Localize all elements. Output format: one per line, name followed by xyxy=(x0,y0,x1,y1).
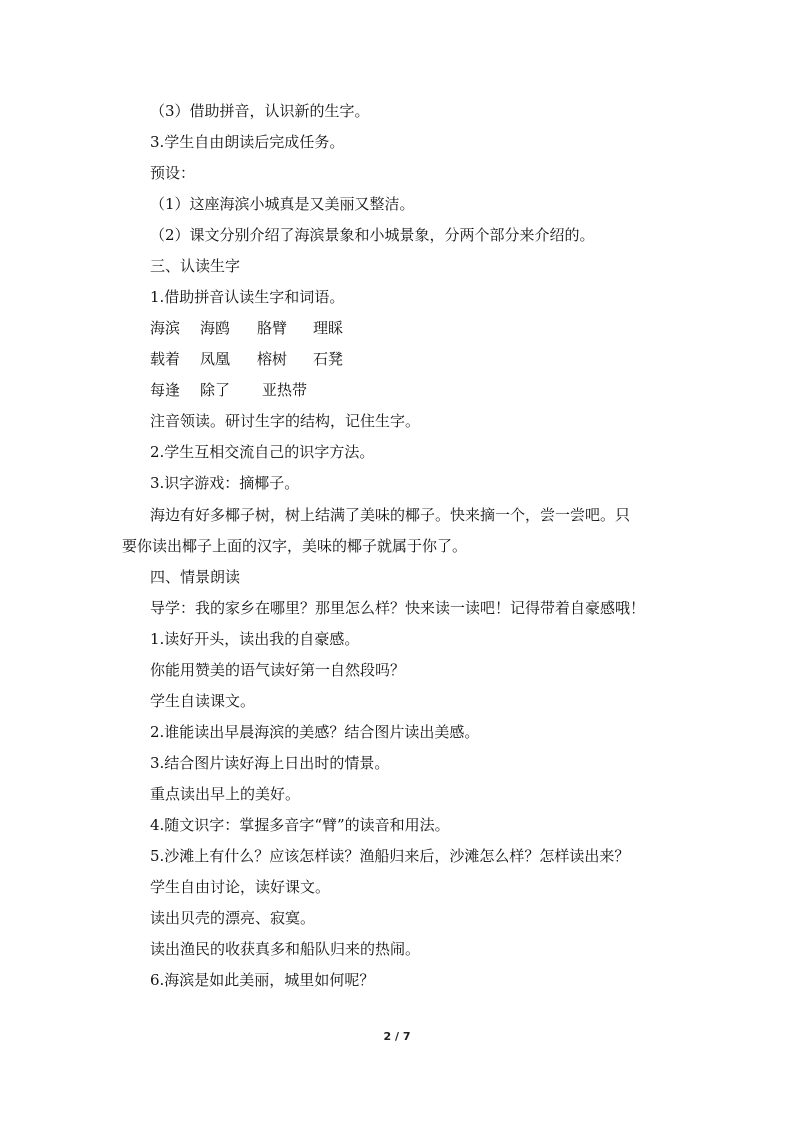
text-line: 3.学生自由朗读后完成任务。 xyxy=(150,133,345,151)
text-line: 6.海滨是如此美丽，城里如何呢？ xyxy=(150,971,375,989)
text-line: 1.读好开头，读出我的自豪感。 xyxy=(150,630,360,648)
text-line: 导学：我的家乡在哪里？那里怎么样？快来读一读吧！记得带着自豪感哦！ xyxy=(150,599,646,617)
paragraph-line: 海边有好多椰子树，树上结满了美味的椰子。快来摘一个，尝一尝吧。只 xyxy=(150,506,631,524)
word: 榕树 xyxy=(257,350,288,368)
word: 每逢 xyxy=(150,381,181,399)
text-line: 1.借助拼音认读生字和词语。 xyxy=(150,288,345,306)
word: 海滨 xyxy=(150,319,181,337)
section-heading: 三、认读生字 xyxy=(150,257,241,275)
page-number: 2 / 7 xyxy=(383,1030,411,1043)
text-line: 预设： xyxy=(150,164,196,182)
text-line: 2.学生互相交流自己的识字方法。 xyxy=(150,443,375,461)
text-line: 4.随文识字：掌握多音字“臂”的读音和用法。 xyxy=(150,816,450,834)
word: 石凳 xyxy=(313,350,344,368)
text-line: 2.谁能读出早晨海滨的美感？结合图片读出美感。 xyxy=(150,723,480,741)
word: 载着 xyxy=(150,350,181,368)
text-line: （3）借助拼音，认识新的生字。 xyxy=(150,102,370,120)
text-line: 你能用赞美的语气读好第一自然段吗？ xyxy=(150,661,406,679)
word: 理睬 xyxy=(313,319,344,337)
section-heading: 四、情景朗读 xyxy=(150,568,241,586)
text-line: （1）这座海滨小城真是又美丽又整洁。 xyxy=(150,195,415,213)
text-line: 学生自由讨论，读好课文。 xyxy=(150,878,331,896)
text-line: 重点读出早上的美好。 xyxy=(150,785,301,803)
text-line: 3.结合图片读好海上日出时的情景。 xyxy=(150,754,390,772)
word: 亚热带 xyxy=(262,381,308,399)
text-line: 3.识字游戏：摘椰子。 xyxy=(150,474,300,492)
text-line: 注音领读。研讨生字的结构，记住生字。 xyxy=(150,412,421,430)
text-line: （2）课文分别介绍了海滨景象和小城景象，分两个部分来介绍的。 xyxy=(150,226,595,244)
word: 胳臂 xyxy=(257,319,288,337)
word: 凤凰 xyxy=(200,350,231,368)
text-line: 读出渔民的收获真多和船队归来的热闹。 xyxy=(150,940,421,958)
word: 海鸥 xyxy=(200,319,231,337)
text-line: 5.沙滩上有什么？应该怎样读？渔船归来后，沙滩怎么样？怎样读出来？ xyxy=(150,847,630,865)
word: 除了 xyxy=(200,381,231,399)
paragraph-line: 要你读出椰子上面的汉字，美味的椰子就属于你了。 xyxy=(122,537,468,555)
text-line: 读出贝壳的漂亮、寂寞。 xyxy=(150,909,316,927)
text-line: 学生自读课文。 xyxy=(150,692,256,710)
